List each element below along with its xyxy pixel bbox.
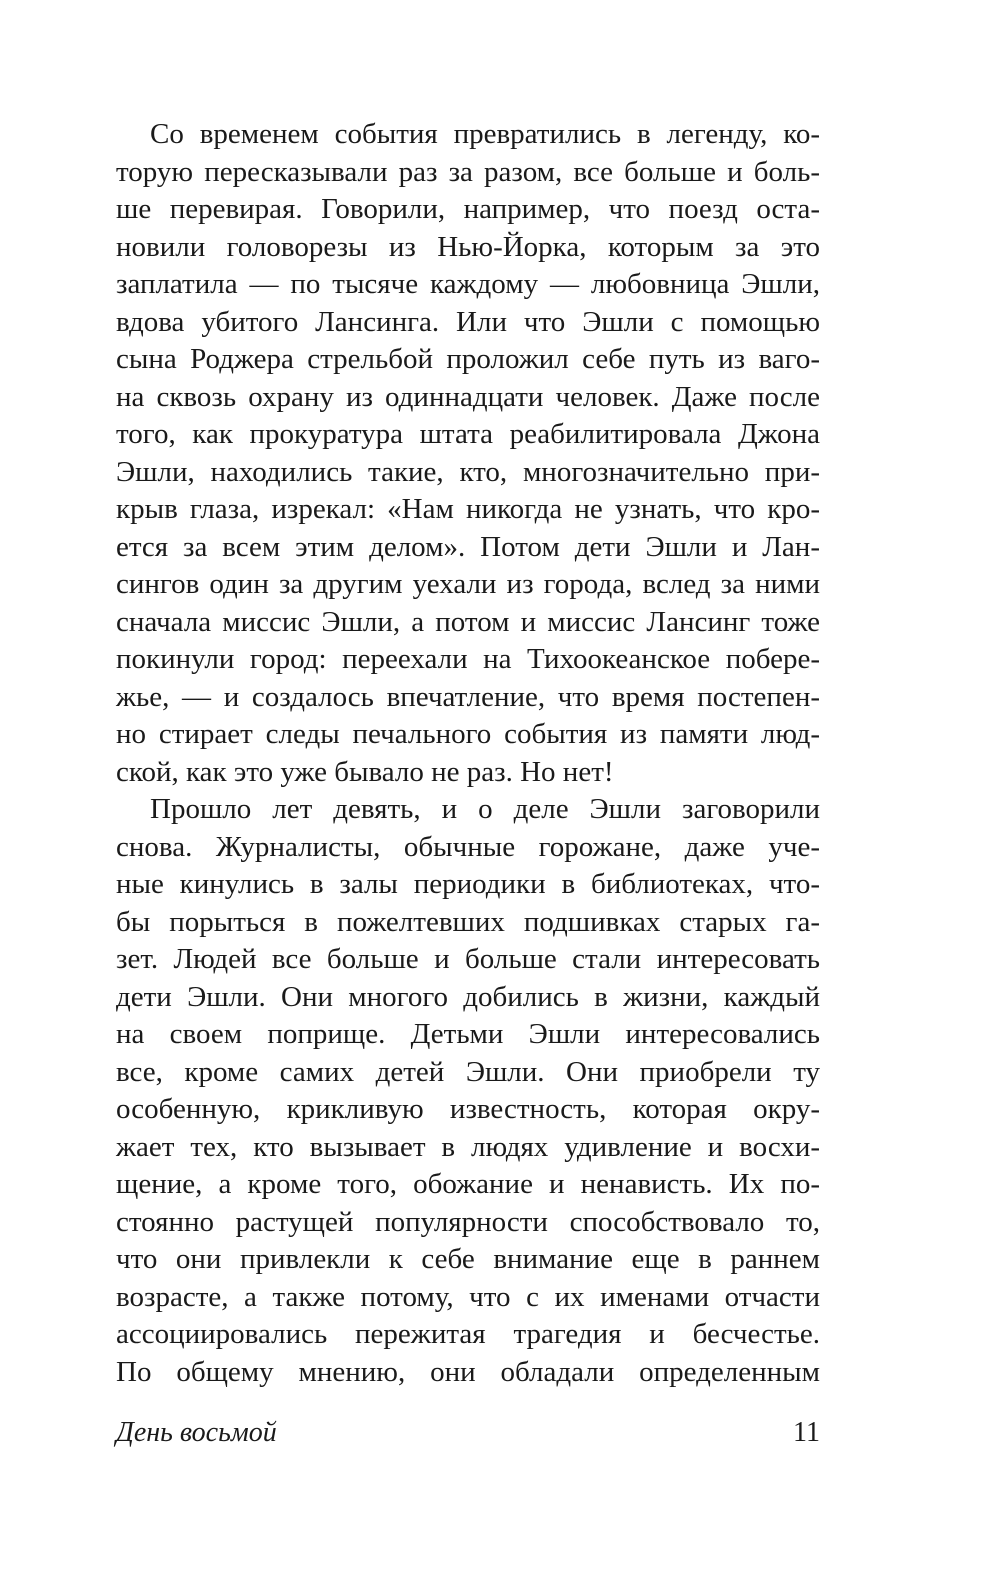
text-line: сингов один за другим уехали из города, вслед за ними: [116, 568, 820, 600]
text-line: жье, — и создалось впечатление, что время постепен-: [116, 680, 820, 713]
text-line: возрасте, а также потому, что с их именами отчасти: [116, 1280, 820, 1313]
text-line: крыв глаза, изрекал: «Нам никогда не узнать, что кро-: [116, 493, 820, 525]
text-line: ется за всем этим делом». Потом дети Эшли и Лан-: [116, 530, 820, 563]
text-line: того, как прокуратура штата реабилитировала Джона: [116, 418, 820, 450]
paragraph-2: [116, 791, 820, 1391]
page-number: 11: [793, 1417, 820, 1448]
text-line: снова. Журналисты, обычные горожане, даже уче-: [116, 830, 820, 863]
paragraph-1: [116, 116, 820, 791]
text-line: но стирает следы печального события из памяти люд-: [116, 718, 820, 750]
text-line: ской, как это уже бывало не раз. Но нет!: [116, 755, 614, 788]
running-title: День восьмой: [116, 1417, 277, 1448]
page-footer: [116, 1413, 820, 1453]
text-line: на своем поприще. Детьми Эшли интересовались: [116, 1018, 820, 1050]
text-line: Со временем события превратились в легенду, ко-: [150, 118, 820, 150]
text-line: зет. Людей все больше и больше стали интересовать: [116, 943, 820, 975]
text-line: дети Эшли. Они многого добились в жизни, каждый: [116, 980, 820, 1013]
text-line: Прошло лет девять, и о деле Эшли заговорили: [150, 793, 820, 825]
body-text: [116, 116, 820, 1391]
text-line: особенную, крикливую известность, которая окру-: [116, 1093, 820, 1125]
text-line: покинули город: переехали на Тихоокеанское побере-: [116, 643, 820, 675]
text-line: ассоциировались пережитая трагедия и бесчестье.: [116, 1318, 820, 1350]
text-line: ные кинулись в залы периодики в библиотеках, что-: [116, 868, 820, 900]
text-line: новили головорезы из Нью-Йорка, которым за это: [116, 230, 820, 263]
text-line: стоянно растущей популярности способствовало то,: [116, 1205, 820, 1238]
text-line: заплатила — по тысяче каждому — любовница Эшли,: [116, 268, 820, 300]
text-line: все, кроме самих детей Эшли. Они приобрели ту: [116, 1055, 820, 1088]
text-line: ше перевирая. Говорили, например, что поезд оста-: [116, 193, 820, 225]
text-line: сначала миссис Эшли, а потом и миссис Лансинг тоже: [116, 605, 820, 638]
text-line: жает тех, кто вызывает в людях удивление и восхи-: [116, 1130, 820, 1163]
text-line: вдова убитого Лансинга. Или что Эшли с помощью: [116, 305, 820, 338]
text-line: торую пересказывали раз за разом, все больше и боль-: [116, 155, 820, 188]
text-line: По общему мнению, они обладали определенным: [116, 1355, 820, 1388]
text-line: сына Роджера стрельбой проложил себе путь из ваго-: [116, 343, 820, 375]
text-line: на сквозь охрану из одиннадцати человек. Даже после: [116, 380, 820, 413]
text-line: что они привлекли к себе внимание еще в раннем: [116, 1243, 820, 1275]
text-line: бы порыться в пожелтевших подшивках старых га-: [116, 905, 820, 938]
text-line: щение, а кроме того, обожание и ненависть. Их по-: [116, 1168, 820, 1200]
text-line: Эшли, находились такие, кто, многозначительно при-: [116, 455, 820, 488]
